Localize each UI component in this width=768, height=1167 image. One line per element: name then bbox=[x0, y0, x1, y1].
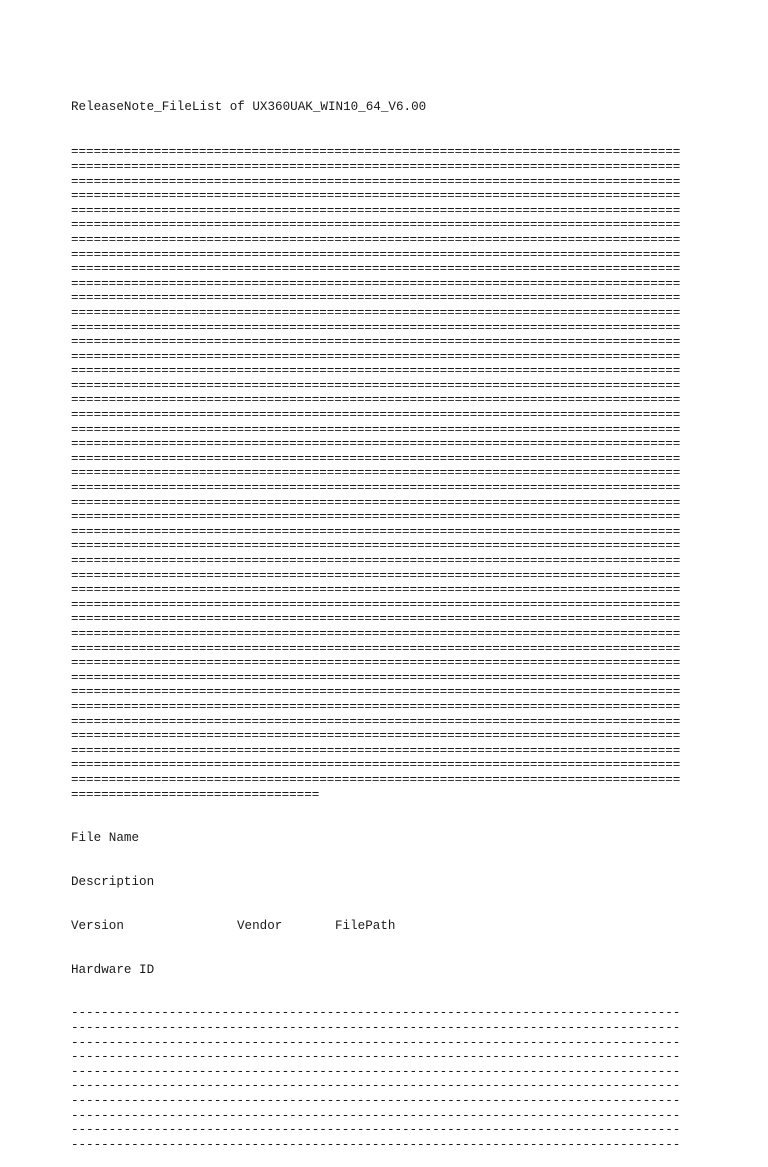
double-rule-line: ================================================================================= bbox=[71, 247, 681, 262]
double-rule-line: ================================================================================= bbox=[71, 495, 681, 510]
header-vendor: Vendor bbox=[237, 918, 283, 933]
double-rule-line: ================================================================================= bbox=[71, 699, 681, 714]
double-rule-line: ================================================================================= bbox=[71, 408, 681, 423]
header-hardware-id: Hardware ID bbox=[71, 962, 155, 977]
double-rule-line: ================================================================================= bbox=[71, 481, 681, 496]
double-rule-line: ================================================================================= bbox=[71, 305, 681, 320]
double-rule-line: ================================================================================= bbox=[71, 262, 681, 277]
double-rule-line: ================================================================================= bbox=[71, 335, 681, 350]
double-rule-line: ================================================================================= bbox=[71, 772, 681, 787]
double-rule-line: ================================================================================= bbox=[71, 597, 681, 612]
double-rule-line: ================================================================================= bbox=[71, 218, 681, 233]
double-rule-line: ================================================================================= bbox=[71, 729, 681, 744]
double-rule-line: ================================================================================= bbox=[71, 451, 681, 466]
double-rule-line: ================================================================================= bbox=[71, 685, 681, 700]
dash-rule-line: --------------------------------------------------------------------------------- bbox=[71, 1006, 681, 1021]
document-title: ReleaseNote_FileList of UX360UAK_WIN10_64_V6.00 bbox=[71, 100, 427, 115]
double-rule-line: ================================================================================= bbox=[71, 758, 681, 773]
double-rule-line: ================================================================================= bbox=[71, 437, 681, 452]
double-rule-line: ================================================================================= bbox=[71, 422, 681, 437]
double-rule-line: ================================================================================= bbox=[71, 378, 681, 393]
double-rule-block bbox=[71, 145, 711, 802]
double-rule-line: ================================================================================= bbox=[71, 364, 681, 379]
double-rule-line: ================================================================================= bbox=[71, 670, 681, 685]
double-rule-line: ================================================================================= bbox=[71, 539, 681, 554]
header-file-path: FilePath bbox=[335, 918, 396, 933]
double-rule-line: ================================================================================= bbox=[71, 524, 681, 539]
double-rule-line: ================================================================================= bbox=[71, 568, 681, 583]
dash-rule-line: --------------------------------------------------------------------------------- bbox=[71, 1064, 681, 1079]
double-rule-line: ================================================================================= bbox=[71, 466, 681, 481]
double-rule-line: ================================================================================= bbox=[71, 393, 681, 408]
double-rule-line: ================================================================================= bbox=[71, 583, 681, 598]
double-rule-line: ================================================================================= bbox=[71, 189, 681, 204]
double-rule-line: ================================================================================= bbox=[71, 510, 681, 525]
dash-rule-line: --------------------------------------------------------------------------------- bbox=[71, 1108, 681, 1123]
double-rule-line: ================================================================================= bbox=[71, 145, 681, 160]
double-rule-line: ================================================================================= bbox=[71, 203, 681, 218]
double-rule-line: ================================================================================= bbox=[71, 612, 681, 627]
dash-rule-block bbox=[71, 1006, 711, 1152]
dash-rule-line: --------------------------------------------------------------------------------- bbox=[71, 1050, 681, 1065]
dash-rule-line: --------------------------------------------------------------------------------- bbox=[71, 1035, 681, 1050]
double-rule-line: ================================= bbox=[71, 787, 320, 802]
header-description: Description bbox=[71, 875, 155, 890]
dash-rule-line: --------------------------------------------------------------------------------- bbox=[71, 1021, 681, 1035]
double-rule-line: ================================================================================= bbox=[71, 291, 681, 306]
dash-rule-line: --------------------------------------------------------------------------------- bbox=[71, 1137, 681, 1152]
release-note-document bbox=[71, 71, 711, 1167]
double-rule-line: ================================================================================= bbox=[71, 743, 681, 758]
double-rule-line: ================================================================================= bbox=[71, 641, 681, 656]
double-rule-line: ================================================================================= bbox=[71, 349, 681, 364]
double-rule-line: ================================================================================= bbox=[71, 320, 681, 335]
double-rule-line: ================================================================================= bbox=[71, 276, 681, 291]
double-rule-line: ================================================================================= bbox=[71, 714, 681, 729]
double-rule-line: ================================================================================= bbox=[71, 232, 681, 247]
header-version-row bbox=[71, 919, 711, 934]
header-file-name: File Name bbox=[71, 831, 140, 846]
dash-rule-line: --------------------------------------------------------------------------------- bbox=[71, 1093, 681, 1108]
dash-rule-line: --------------------------------------------------------------------------------- bbox=[71, 1079, 681, 1094]
double-rule-line: ================================================================================= bbox=[71, 626, 681, 641]
double-rule-line: ================================================================================= bbox=[71, 174, 681, 189]
double-rule-line: ================================================================================= bbox=[71, 554, 681, 568]
double-rule-line: ================================================================================= bbox=[71, 159, 681, 174]
dash-rule-line: --------------------------------------------------------------------------------- bbox=[71, 1123, 681, 1138]
double-rule-line: ================================================================================= bbox=[71, 656, 681, 671]
header-version: Version bbox=[71, 918, 124, 933]
